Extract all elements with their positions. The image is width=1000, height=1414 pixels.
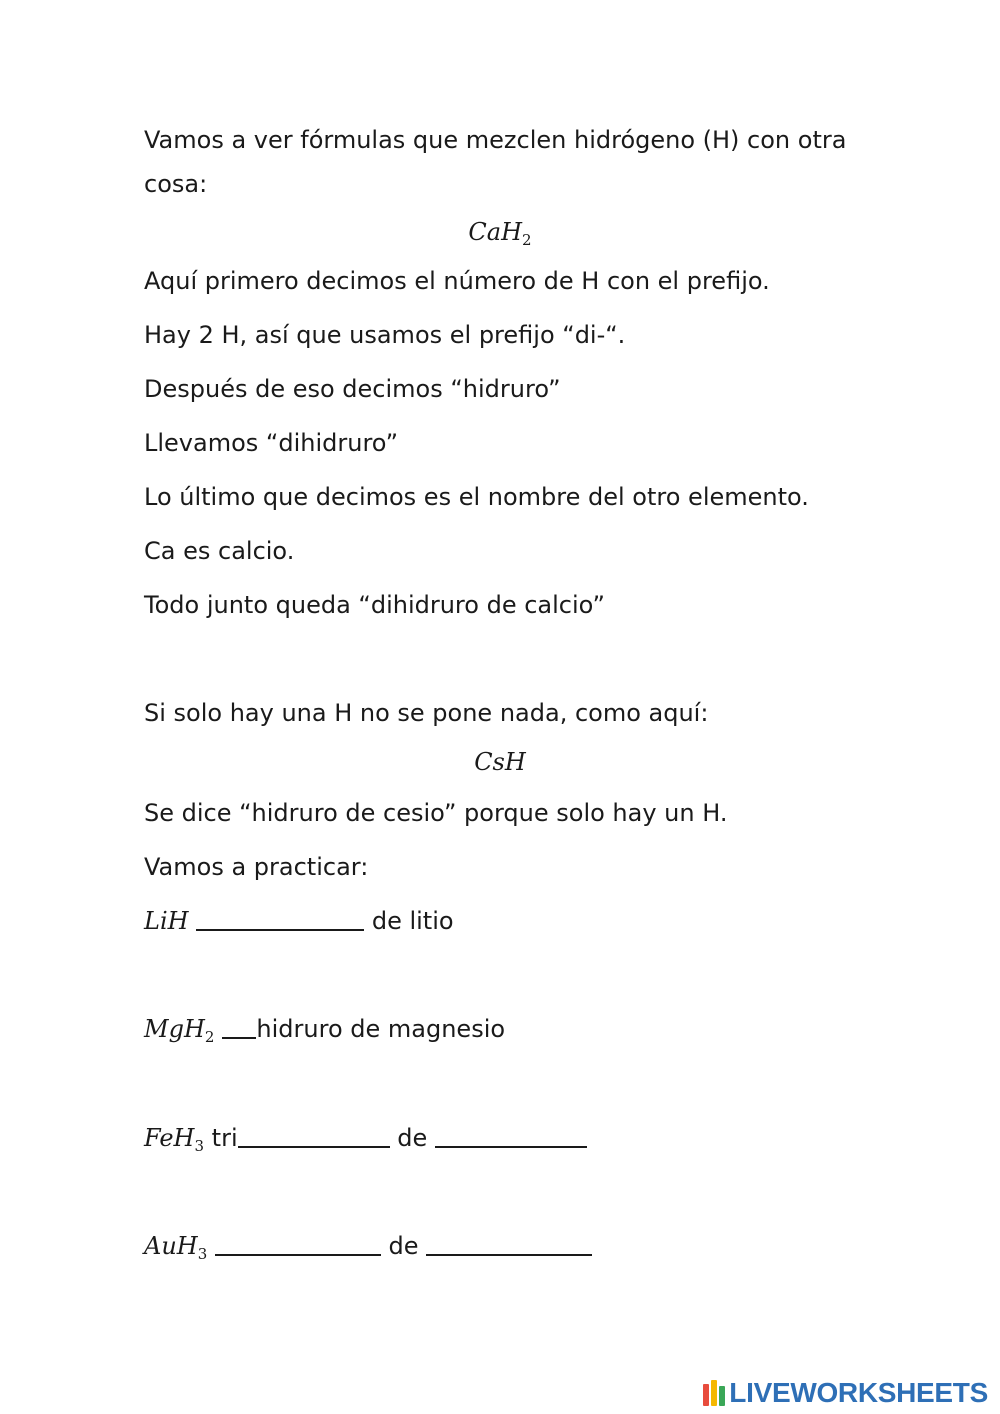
prefix-text: tri xyxy=(211,1124,238,1152)
formula-base: CaH xyxy=(468,218,523,246)
answer-blank[interactable] xyxy=(222,1013,256,1039)
liveworksheets-logo[interactable] xyxy=(703,1378,988,1408)
answer-blank[interactable] xyxy=(435,1122,587,1148)
example2-explanation: Se dice “hidruro de cesio” porque solo hay un H. xyxy=(144,799,728,827)
formula-subscript: 3 xyxy=(194,1137,205,1155)
formula-csh: CsH xyxy=(474,748,526,776)
explanation-line: Lo último que decimos es el nombre del otro elemento. xyxy=(144,483,809,511)
formula-subscript: 3 xyxy=(197,1245,208,1263)
intro-line-2: cosa: xyxy=(144,170,208,198)
answer-blank[interactable] xyxy=(196,905,364,931)
explanation-line: Después de eso decimos “hidruro” xyxy=(144,375,561,403)
brand-name: LIVEWORKSHEETS xyxy=(729,1377,988,1408)
suffix-text: de litio xyxy=(371,907,454,935)
explanation-line: Ca es calcio. xyxy=(144,537,295,565)
connector-text: de xyxy=(388,1232,419,1260)
explanation-line: Aquí primero decimos el número de H con el prefijo. xyxy=(144,267,770,295)
formula xyxy=(144,1015,215,1046)
suffix-text: hidruro de magnesio xyxy=(256,1015,506,1043)
formula-subscript: 2 xyxy=(204,1028,215,1046)
formula-base: MgH xyxy=(144,1015,205,1043)
formula xyxy=(144,1232,208,1263)
answer-blank[interactable] xyxy=(215,1230,381,1256)
explanation-line: Llevamos “dihidruro” xyxy=(144,429,399,457)
practice-item-lih xyxy=(144,899,454,943)
formula-cah2 xyxy=(0,212,1000,252)
connector-text: de xyxy=(397,1124,428,1152)
answer-blank[interactable] xyxy=(238,1122,390,1148)
formula-base: AuH xyxy=(144,1232,198,1260)
liveworksheets-logo-icon xyxy=(703,1380,727,1406)
formula xyxy=(144,1124,205,1155)
explanation-line: Todo junto queda “dihidruro de calcio” xyxy=(144,591,605,619)
answer-blank[interactable] xyxy=(426,1230,592,1256)
practice-item-feh3 xyxy=(144,1116,587,1160)
practice-title: Vamos a practicar: xyxy=(144,853,369,881)
formula-base: FeH xyxy=(144,1124,195,1152)
example2-intro: Si solo hay una H no se pone nada, como aquí: xyxy=(144,699,709,727)
formula-subscript: 2 xyxy=(522,231,532,249)
explanation-line: Hay 2 H, así que usamos el prefijo “di-“. xyxy=(144,321,626,349)
practice-item-mgh2 xyxy=(144,1007,505,1051)
formula: LiH xyxy=(144,907,189,935)
practice-item-auh3 xyxy=(144,1224,592,1268)
intro-line-1: Vamos a ver fórmulas que mezclen hidrógeno (H) con otra xyxy=(144,126,847,154)
